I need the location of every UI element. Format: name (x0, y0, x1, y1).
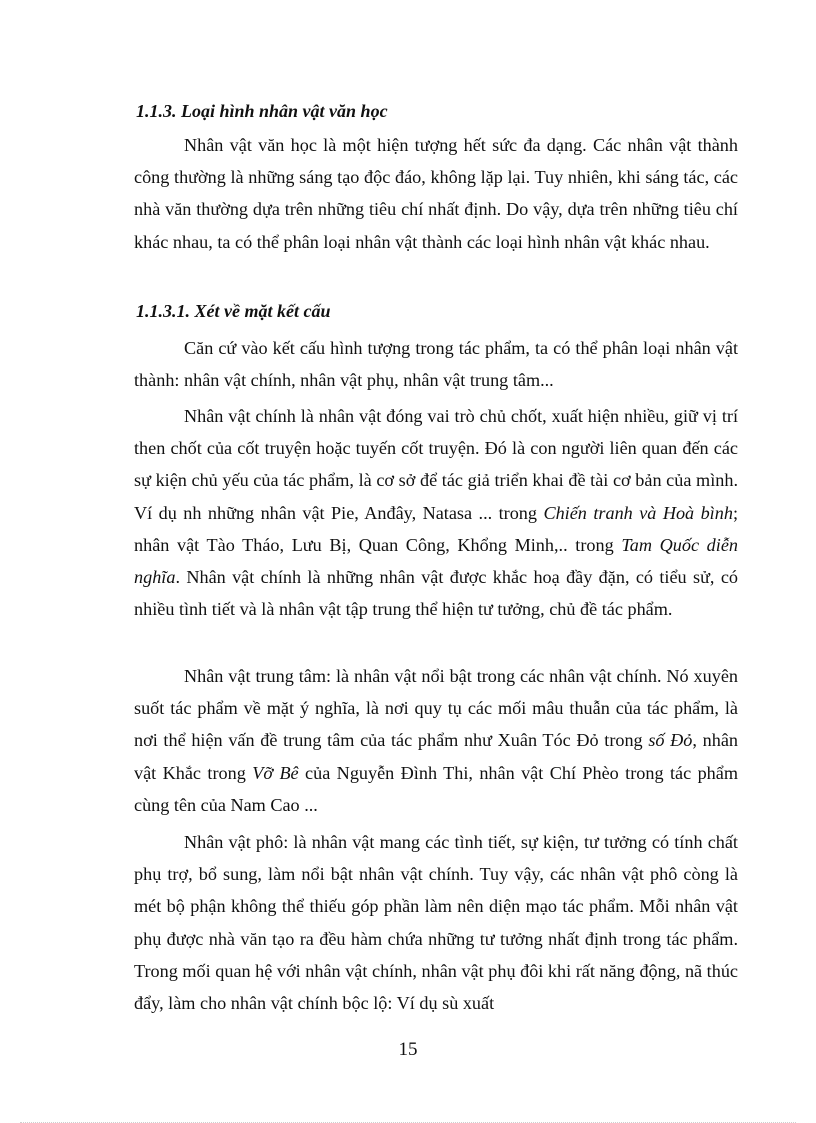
book-title: số Đỏ (648, 730, 693, 751)
intro-paragraph: Nhân vật văn học là một hiện tượng hết sức đa dạng. Các nhân vật thành công thường là những sáng tạo độc đáo, không lặp lại. Tuy nhiên, khi sáng tác, các nhà văn thường dựa trên những tiêu chí nhất định. Do vậy, dựa trên những tiêu chí khác nhau, ta có thể phân loại nhân vật thành các loại hình nhân vật khác nhau. (134, 135, 738, 252)
section-heading: 1.1.3. Loại hình nhân vật văn học (136, 101, 388, 121)
main-character-paragraph (134, 400, 738, 625)
book-title: Vỡ Bê (252, 762, 299, 783)
paragraph-text: , nhân vật Khắc trong (134, 730, 738, 783)
paragraph-text: của Nguyễn Đình Thi, nhân vật Chí Phèo trong tác phẩm cùng tên của Nam Cao ... (134, 762, 738, 815)
book-title: Chiến tranh và Hoà bình (543, 502, 733, 523)
paragraph-text: . Nhân vật chính là những nhân vật được khắc hoạ đầy đặn, có tiểu sử, có nhiều tình tiết và là nhân vật tập trung thể hiện tư tưởng, chủ đề tác phẩm. (134, 567, 738, 620)
paragraph-text: Nhân vật trung tâm: là nhân vật nổi bật trong các nhân vật chính. Nó xuyên suốt tác phẩm về mặt ý nghĩa, là nơi quy tụ các mối mâu thuẫn của tác phẩm, là nơi thể hiện vấn đề trung tâm của tác phẩm như Xuân Tóc Đỏ trong (134, 666, 738, 751)
book-title: Tam Quốc diễn nghĩa (134, 534, 738, 588)
central-character-paragraph (134, 660, 738, 821)
minor-character-paragraph: Nhân vật phô: là nhân vật mang các tình tiết, sự kiện, tư tưởng có tính chất phụ trợ, bổ sung, làm nổi bật nhân vật chính. Tuy vậy, các nhân vật phô còng là mét bộ phận không thể thiếu góp phần làm nên diện mạo tác phẩm. Mỗi nhân vật phụ được nhà văn tạo ra đều hàm chứa những tư tưởng nhất định trong tác phẩm. Trong mối quan hệ với nhân vật chính, nhân vật phụ đôi khi rất năng động, nã thúc đẩy, làm cho nhân vật chính bộc lộ: Ví dụ sù xuất (134, 832, 738, 1014)
page-number: 15 (398, 1039, 418, 1060)
subsection-heading: 1.1.3.1. Xét về mặt kết cấu (136, 301, 331, 321)
paragraph-text: ; nhân vật Tào Tháo, Lưu Bị, Quan Công, Khổng Minh,.. trong (134, 502, 738, 555)
paragraph-text: Nhân vật chính là nhân vật đóng vai trò chủ chốt, xuất hiện nhiều, giữ vị trí then chốt của cốt truyện hoặc tuyến cốt truyện. Đó là con người liên quan đến các sự kiện chủ yếu của tác phẩm, là cơ sở để tác giả triển khai đề tài cơ bản của mình. Ví dụ nh những nhân vật Pie, Anđây, Natasa ... trong (134, 406, 738, 523)
structure-paragraph: Căn cứ vào kết cấu hình tượng trong tác phẩm, ta có thể phân loại nhân vật thành: nhân vật chính, nhân vật phụ, nhân vật trung tâm... (134, 338, 738, 391)
